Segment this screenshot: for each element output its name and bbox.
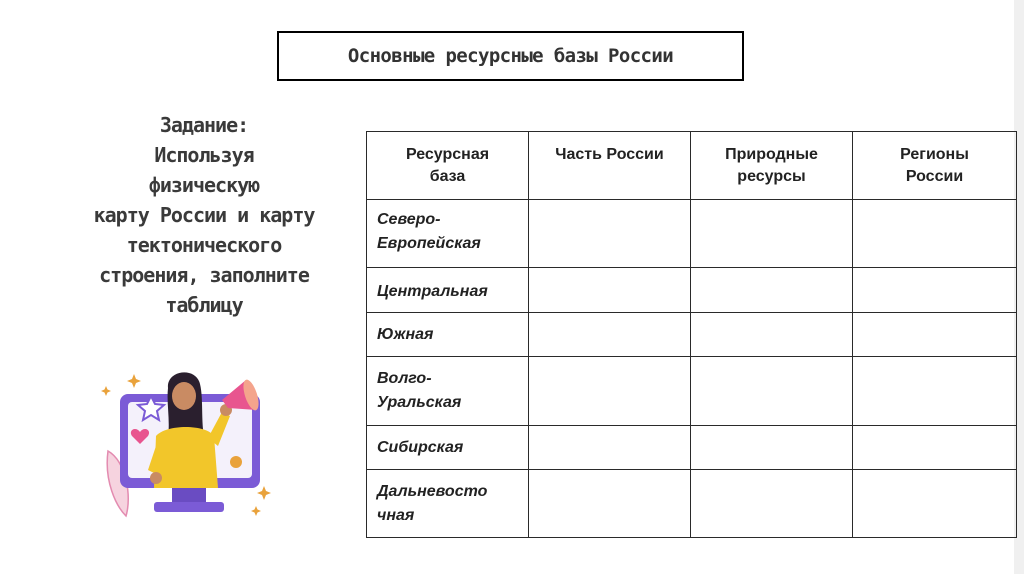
row-name: Европейская (377, 235, 481, 252)
task-line: тектонического (126, 233, 282, 257)
task-line: таблицу (165, 293, 243, 317)
empty-cell[interactable] (691, 268, 853, 313)
row-name-cell (367, 268, 529, 313)
header-text: Часть России (555, 146, 664, 163)
row-name: чная (377, 507, 415, 524)
empty-cell[interactable] (529, 200, 691, 268)
empty-cell[interactable] (529, 426, 691, 470)
row-name-cell (367, 470, 529, 538)
empty-cell[interactable] (853, 268, 1017, 313)
empty-cell[interactable] (853, 313, 1017, 357)
resource-bases-table (366, 131, 1017, 538)
empty-cell[interactable] (529, 357, 691, 426)
task-line: карту России и карту (93, 203, 315, 227)
header-text: России (905, 168, 964, 185)
empty-cell[interactable] (691, 357, 853, 426)
header-resource-base (367, 132, 529, 200)
person-with-megaphone-icon (96, 366, 282, 526)
empty-cell[interactable] (853, 357, 1017, 426)
task-line: физическую (148, 173, 260, 197)
empty-cell[interactable] (529, 268, 691, 313)
row-name: Уральская (377, 394, 462, 411)
table-row (367, 470, 1017, 538)
empty-cell[interactable] (691, 426, 853, 470)
row-name: Северо- (377, 211, 441, 228)
empty-cell[interactable] (691, 470, 853, 538)
row-name: Южная (377, 326, 434, 343)
table-row (367, 426, 1017, 470)
task-line: Используя (154, 143, 254, 167)
slide-title: Основные ресурсные базы России (277, 31, 744, 81)
empty-cell[interactable] (853, 200, 1017, 268)
row-name: Центральная (377, 283, 488, 300)
table-row (367, 313, 1017, 357)
row-name-cell (367, 200, 529, 268)
header-regions (853, 132, 1017, 200)
table-row (367, 200, 1017, 268)
empty-cell[interactable] (529, 313, 691, 357)
row-name: Сибирская (377, 439, 464, 456)
table-row (367, 268, 1017, 313)
task-text (54, 110, 354, 320)
empty-cell[interactable] (691, 313, 853, 357)
header-text: Ресурсная (405, 146, 490, 163)
row-name-cell (367, 426, 529, 470)
header-text: ресурсы (737, 168, 806, 185)
task-heading: Задание: (159, 113, 249, 137)
empty-cell[interactable] (853, 426, 1017, 470)
empty-cell[interactable] (529, 470, 691, 538)
table-header-row (367, 132, 1017, 200)
header-natural-resources (691, 132, 853, 200)
empty-cell[interactable] (853, 470, 1017, 538)
table-row (367, 357, 1017, 426)
row-name-cell (367, 313, 529, 357)
row-name: Волго- (377, 370, 432, 387)
header-text: Регионы (900, 146, 969, 163)
header-text: база (429, 168, 466, 185)
header-text: Природные (725, 146, 818, 163)
empty-cell[interactable] (691, 200, 853, 268)
task-line: строения, заполните (99, 263, 309, 287)
row-name-cell (367, 357, 529, 426)
header-part-of-russia (529, 132, 691, 200)
row-name: Дальневосто (377, 483, 488, 500)
